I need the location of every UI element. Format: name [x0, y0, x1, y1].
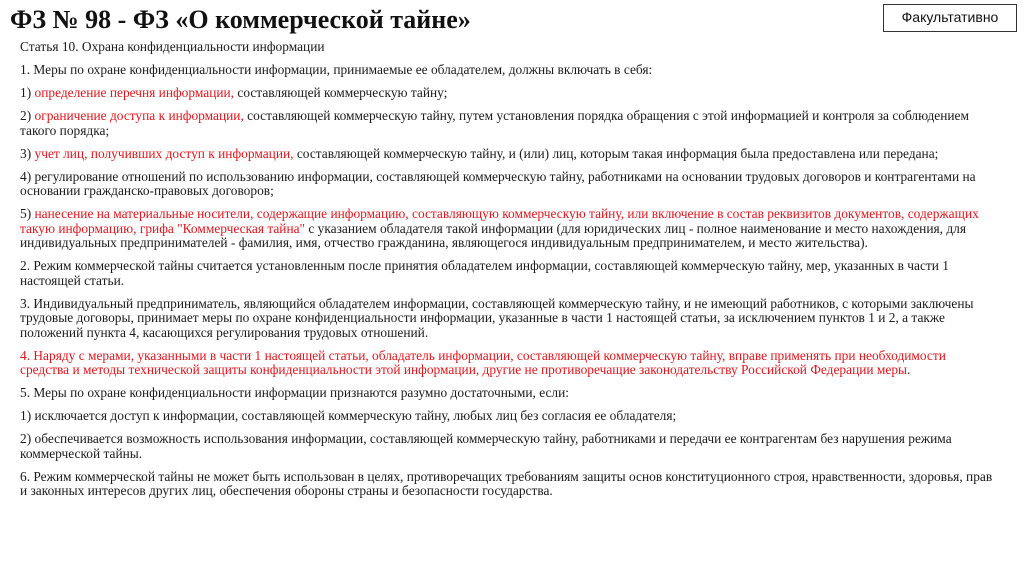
item-5-2: 2) обеспечивается возможность использования информации, составляющей коммерческую тайну, работниками и передачи ее контрагентам без нарушения режима коммерческой тайны. — [20, 431, 952, 461]
item-5-1: 1) исключается доступ к информации, составляющей коммерческую тайну, любых лиц без согласия ее обладателя; — [20, 408, 677, 423]
highlighted-text: 4. Наряду с мерами, указанными в части 1 настоящей статьи, обладатель информации, составляющей коммерческую тайну, вправе применять при необходимости средства и методы технической защиты конфиденциальности этой информации, другие не противоречащие законодательству Российской Федерации меры — [20, 347, 946, 377]
optional-badge: Факультативно — [883, 4, 1017, 32]
paragraph-5: 5. Меры по охране конфиденциальности информации признаются разумно достаточными, если: — [20, 385, 569, 400]
paragraph-2: 2. Режим коммерческой тайны считается установленным после принятия обладателем информации, составляющей коммерческую тайну, мер, указанных в части 1 настоящей статьи. — [20, 258, 949, 288]
highlighted-text: определение перечня информации, — [34, 85, 235, 100]
paragraph-3: 3. Индивидуальный предприниматель, являющийся обладателем информации, составляющей коммерческую тайну, и не имеющий работников, с которыми заключены трудовые договоры, принимает меры по охране конфиденциальности информации, указанные в части 1 настоящей статьи, за исключением пунктов 1 и 2, а также положений пункта 4, касающихся регулирования трудовых отношений. — [20, 295, 974, 340]
article-heading: Статья 10. Охрана конфиденциальности информации — [20, 39, 325, 54]
highlighted-text: нанесение на материальные носители, содержащие информацию, составляющую коммерческую тайну, или включение в состав реквизитов документов, содержащих такую информацию, грифа "Коммерческая тайна" — [20, 206, 979, 236]
item-number: 3) — [20, 145, 35, 161]
paragraph-1: 1. Меры по охране конфиденциальности информации, принимаемые ее обладателем, должны включать в себя: — [20, 62, 653, 77]
article-body — [20, 40, 995, 507]
highlighted-text: ограничение доступа к информации, — [34, 108, 244, 123]
item-1-1 — [20, 86, 995, 101]
item-text: составляющей коммерческую тайну, путем установления порядка обращения с этой информацией и контроля за соблюдением такого порядка; — [20, 108, 969, 138]
item-text: составляющей коммерческую тайну, и (или) лиц, которым такая информация была предоставлена или передана; — [293, 145, 939, 161]
item-1-5 — [20, 207, 995, 251]
page-title: ФЗ № 98 - ФЗ «О коммерческой тайне» — [10, 5, 471, 34]
item-text: . — [907, 362, 911, 377]
item-1-4: 4) регулирование отношений по использованию информации, составляющей коммерческую тайну, работниками на основании трудовых договоров и контрагентами на основании гражданско-правовых договоров; — [20, 168, 976, 198]
item-text: с указанием обладателя такой информации (для юридических лиц - полное наименование и место нахождения, для индивидуальных предпринимателей - фамилия, имя, отчество гражданина, являющегося индивидуальным предпринимателем, и место жительства). — [20, 220, 967, 250]
item-number: 1) — [20, 85, 35, 100]
item-text: составляющей коммерческую тайну; — [234, 85, 448, 100]
item-number: 5) — [20, 206, 35, 221]
item-1-3 — [20, 147, 995, 162]
highlighted-text: учет лиц, получивших доступ к информации, — [34, 145, 294, 161]
item-1-2 — [20, 109, 995, 138]
paragraph-6: 6. Режим коммерческой тайны не может быть использован в целях, противоречащих требованиям защиты основ конституционного строя, нравственности, здоровья, прав и законных интересов других лиц, обеспечения обороны страны и безопасности государства. — [20, 468, 993, 498]
item-number: 2) — [20, 108, 35, 123]
paragraph-4 — [20, 349, 995, 378]
